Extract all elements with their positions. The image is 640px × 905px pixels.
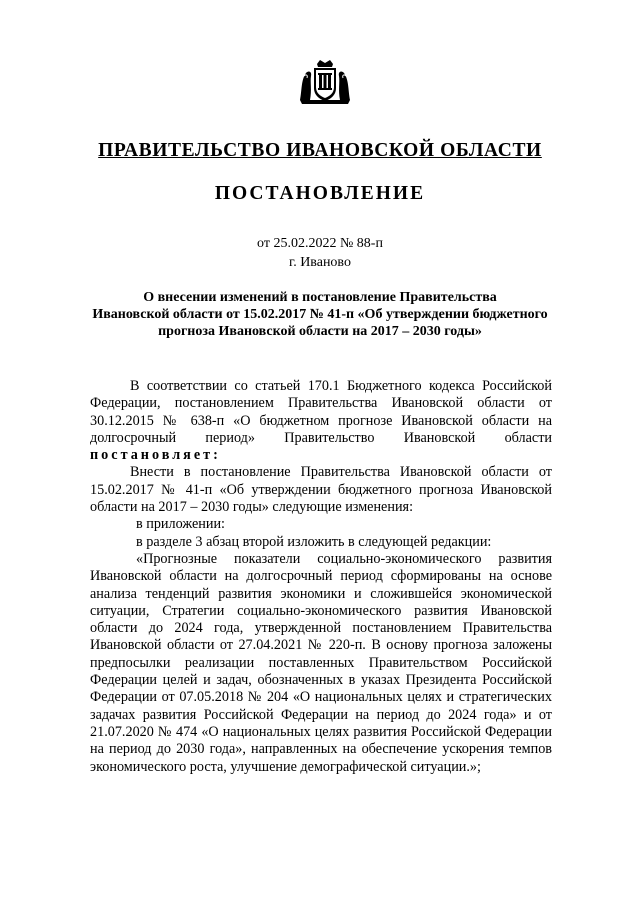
date-number: от 25.02.2022 № 88-п	[257, 236, 383, 251]
preamble-paragraph: В соответствии со статьей 170.1 Бюджетного кодекса Российской Федерации, постановлением Правительства Ивановской области от 30.12.2015 № 638-п «О бюджетном прогнозе Ивановской области на долгосрочный период» Правительство Ивановской области	[90, 378, 552, 446]
city: г. Иваново	[289, 255, 351, 270]
coat-of-arms-icon	[298, 60, 352, 104]
subject-line-1: О внесении изменений в постановление Правительства	[143, 290, 497, 305]
decree-word: постановляет:	[90, 447, 221, 464]
paragraph-section: в разделе 3 абзац второй изложить в следующей редакции:	[136, 533, 492, 550]
government-title: ПРАВИТЕЛЬСТВО ИВАНОВСКОЙ ОБЛАСТИ	[98, 140, 542, 161]
paragraph-amend: Внести в постановление Правительства Ивановской области от 15.02.2017 № 41-п «Об утверждении бюджетного прогноза Ивановской области на 2017 – 2030 годы» следующие изменения:	[90, 464, 552, 516]
subject-line-2: Ивановской области от 15.02.2017 № 41-п «Об утверждении бюджетного	[92, 307, 548, 322]
subject-line-3: прогноза Ивановской области на 2017 – 2030 годы»	[158, 324, 482, 339]
document-type: ПОСТАНОВЛЕНИЕ	[214, 183, 426, 204]
document-body	[90, 378, 552, 776]
document-subject	[88, 289, 552, 340]
paragraph-quote: «Прогнозные показатели социально-экономического развития Ивановской области на долгосрочный период сформированы на основе анализа тенденций развития экономики и сложившейся экономической ситуации, Стратегии социально-экономического развития Ивановской области до 2024 года, утвержденной постановлением Правительства Ивановской области от 27.04.2021 № 220-п. В основу прогноза заложены предпосылки реализации поставленных Правительством Российской Федерации целей и задач, обозначенных в указах Президента Российской Федерации от 07.05.2018 № 204 «О национальных целях и стратегических задачах развития Российской Федерации на период до 2024 года» и от 21.07.2020 № 474 «О национальных целях развития Российской Федерации на период до 2030 года», направленных на обеспечение ускорения темпов экономического роста, улучшение демографической ситуации.»;	[90, 550, 552, 775]
paragraph-appendix: в приложении:	[136, 516, 225, 533]
